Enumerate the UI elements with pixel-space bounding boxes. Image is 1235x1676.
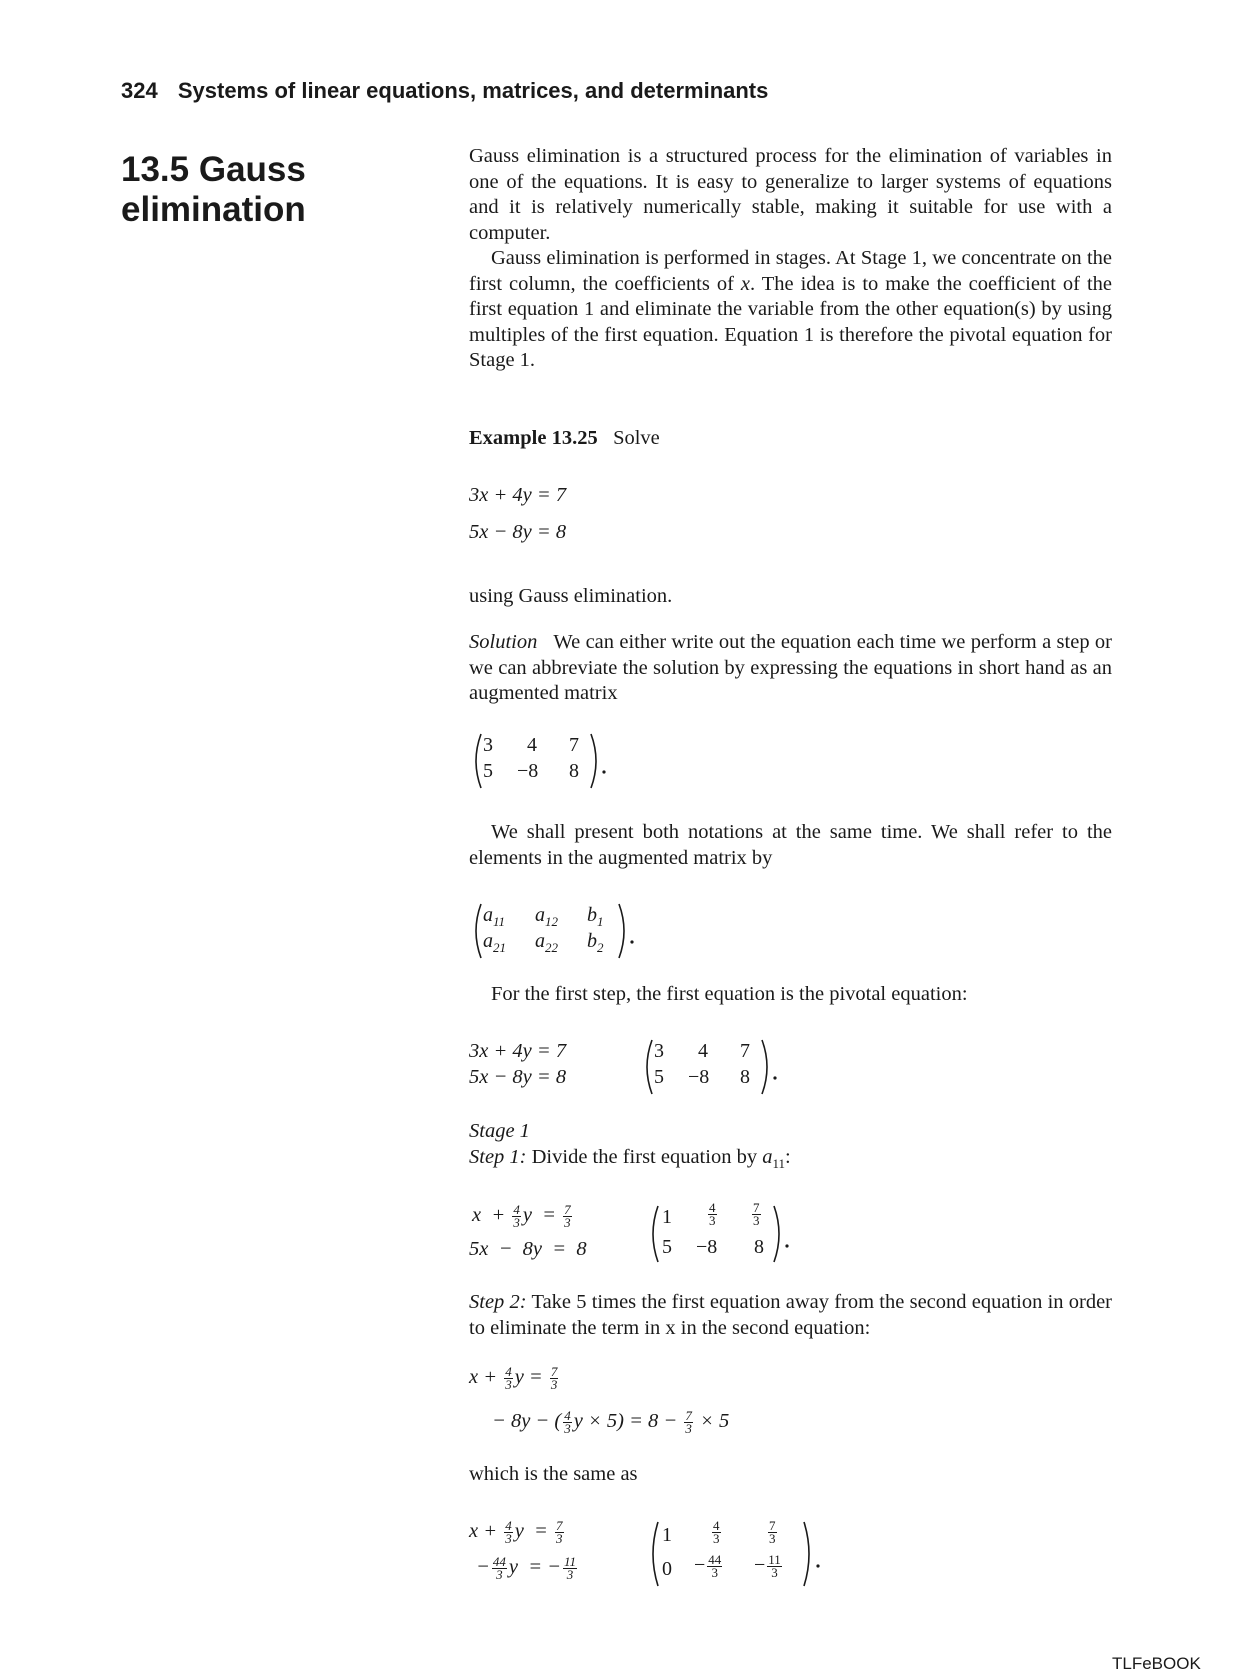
- matrix-cell: $a_{12}$: [535, 904, 558, 929]
- matrix-cell: 4: [527, 734, 537, 756]
- final-matrix: [646, 1520, 826, 1588]
- stage-label: Stage 1: [469, 1120, 530, 1142]
- matrix-cell: −8: [517, 760, 539, 782]
- matrix-cell: − $\frac{11}{3}$: [754, 1552, 781, 1580]
- matrix-cell: 5: [662, 1236, 672, 1258]
- pair-equation-2: 5x − 8y = 8: [469, 1066, 567, 1088]
- matrix-brackets: [646, 1520, 826, 1588]
- intro-text: [469, 144, 1112, 374]
- matrix-cell: $b_2$: [587, 930, 604, 955]
- matrix-cell: $a_{11}$: [483, 904, 506, 929]
- final-equation-1: x + $\frac{4}{3}$ y = $\frac{7}{3}$: [469, 1518, 563, 1546]
- step2-equation-2: − 8y − ( $\frac{4}{3}$ y × 5) = 8 − $\frac{7}{3}$ × 5: [492, 1408, 730, 1436]
- example-heading: [469, 426, 1112, 452]
- section-title-line1: Gauss: [198, 150, 306, 189]
- matrix-cell: $\frac{7}{3}$: [769, 1518, 776, 1546]
- solution-paragraph: [469, 630, 1112, 707]
- matrix-cell: 3: [483, 734, 493, 756]
- chapter-title: Systems of linear equations, matrices, and determinants: [177, 78, 769, 103]
- solution-label: Solution: [469, 631, 538, 653]
- pair-matrix: [640, 1038, 780, 1096]
- solution-text: We can either write out the equation each time we perform a step or we can abbreviate the solution by expressing the equations in short hand as an augmented matrix: [469, 631, 1113, 704]
- matrix-cell: $b_1$: [587, 904, 604, 929]
- matrix-cell: 3: [654, 1040, 664, 1062]
- matrix-cell: 4: [698, 1040, 708, 1062]
- first-step-paragraph: For the first step, the first equation is the pivotal equation:: [491, 983, 968, 1005]
- intro-paragraph-2: Gauss elimination is performed in stages. At Stage 1, we concentrate on the first column, the coefficients of x. The idea is to make the coefficient of the first equation 1 and eliminate the variable from the other equation(s) by using multiples of the first equation. Equation 1 is therefore the pivotal equation for Stage 1.: [469, 247, 1112, 371]
- matrix-cell: 1: [662, 1524, 672, 1546]
- matrix-cell: $\frac{4}{3}$: [709, 1200, 716, 1228]
- matrix-cell: − $\frac{44}{3}$: [694, 1552, 722, 1580]
- section-number: 13.5: [121, 150, 190, 189]
- example-equation-1: 3x + 4y = 7: [469, 484, 567, 506]
- intro-paragraph-1: Gauss elimination is a structured process for the elimination of variables in one of the equations. It is easy to generalize to larger systems of equations and it is relatively numerically stable, making it suitable for use with a computer.: [469, 145, 1112, 244]
- present-paragraph: We shall present both notations at the same time. We shall refer to the elements in the augmented matrix by: [469, 821, 1112, 869]
- footer-watermark: TLFeBOOK: [1112, 1654, 1201, 1673]
- matrix-cell: −8: [688, 1066, 710, 1088]
- step1-matrix: [646, 1200, 796, 1264]
- matrix-cell: 1: [662, 1206, 672, 1228]
- matrix-cell: $\frac{4}{3}$: [713, 1518, 720, 1546]
- page-number: 324: [121, 78, 158, 103]
- same-as-text: which is the same as: [469, 1463, 638, 1485]
- step1-line: Step 1: Divide the first equation by $a_{11}$:: [469, 1145, 791, 1171]
- matrix-cell: $a_{21}$: [483, 930, 506, 955]
- pair-equation-1: 3x + 4y = 7: [469, 1040, 567, 1062]
- step1-equation-2: 5x − 8y = 8: [469, 1238, 587, 1260]
- example-after: using Gauss elimination.: [469, 585, 673, 607]
- final-equation-2: − $\frac{44}{3}$ y = − $\frac{11}{3}$: [476, 1554, 577, 1582]
- matrix-cell: 7: [740, 1040, 750, 1062]
- step1-equation-1: x + $\frac{4}{3}$ y = $\frac{7}{3}$: [472, 1202, 571, 1230]
- section-title-line2: elimination: [121, 190, 306, 229]
- augmented-matrix: [469, 732, 609, 790]
- matrix-cell: 8: [569, 760, 579, 782]
- running-head: [121, 78, 768, 104]
- example-label: Example 13.25: [469, 427, 598, 449]
- matrix-cell: 5: [483, 760, 493, 782]
- matrix-cell: 8: [754, 1236, 764, 1258]
- matrix-cell: $a_{22}$: [535, 930, 558, 955]
- matrix-cell: 5: [654, 1066, 664, 1088]
- section-heading: [121, 150, 421, 230]
- matrix-cell: −8: [696, 1236, 718, 1258]
- stage-block: [469, 1119, 1112, 1176]
- matrix-cell: $\frac{7}{3}$: [753, 1200, 760, 1228]
- example-equation-2: 5x − 8y = 8: [469, 521, 567, 543]
- example-prompt: Solve: [613, 427, 660, 449]
- generic-matrix: [469, 902, 639, 960]
- step2-paragraph: Step 2: Take 5 times the first equation away from the second equation in order to eliminate the term in x in the second equation:: [469, 1291, 1112, 1339]
- matrix-cell: 7: [569, 734, 579, 756]
- matrix-cell: 0: [662, 1558, 672, 1580]
- step2-equation-1: x + $\frac{4}{3}$ y = $\frac{7}{3}$: [469, 1364, 558, 1392]
- matrix-cell: 8: [740, 1066, 750, 1088]
